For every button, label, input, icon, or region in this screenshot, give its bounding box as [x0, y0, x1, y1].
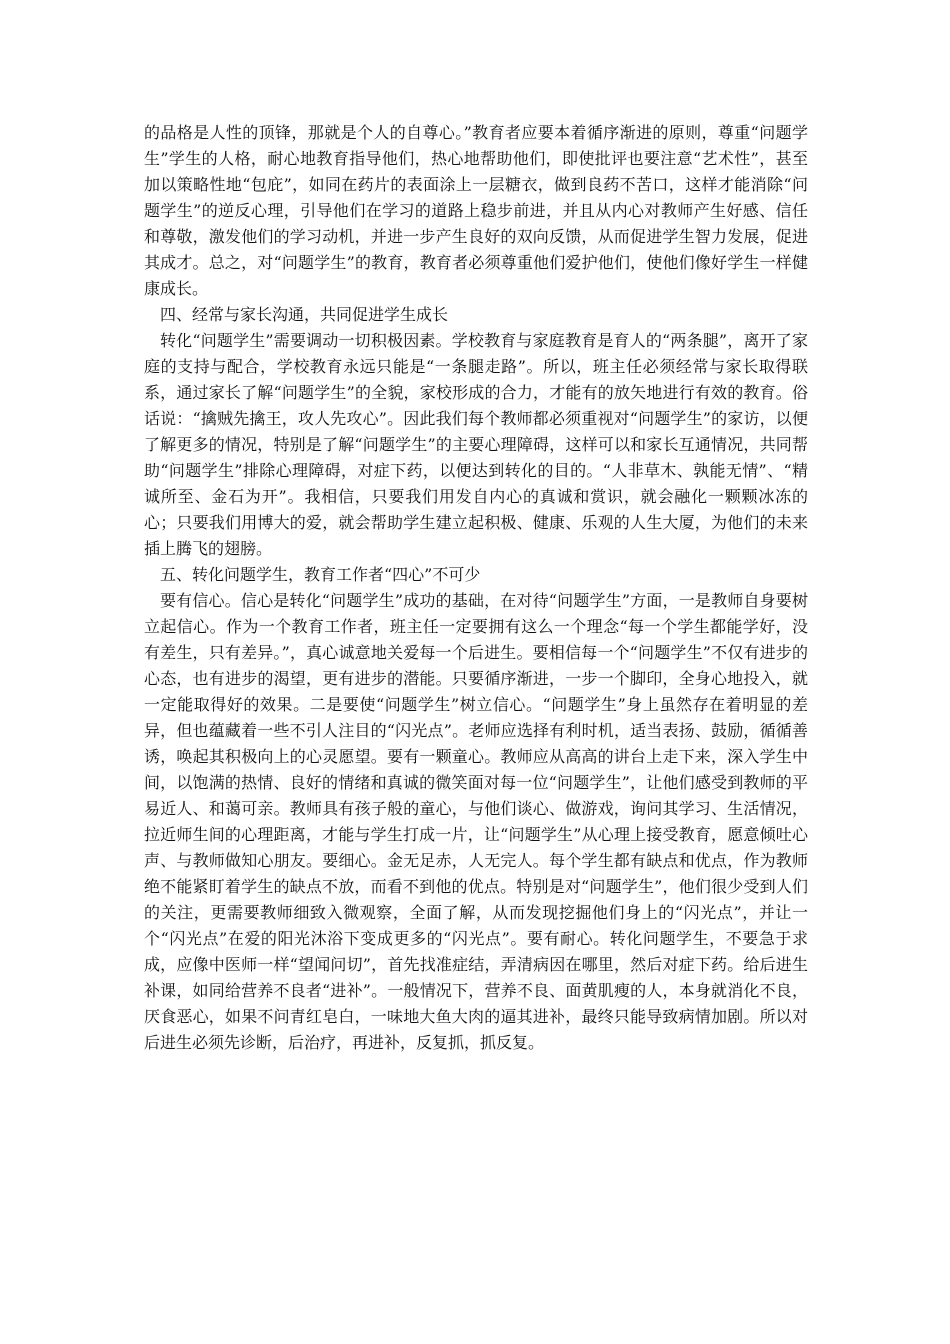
paragraph-intro: 的品格是人性的顶锋，那就是个人的自尊心。”教育者应要本着循序渐进的原则，尊重“问题学生”学生的人格，耐心地教育指导他们，热心地帮助他们，即使批评也要注意“艺术性”，甚至加以策略性地“包庇”，如同在药片的表面涂上一层糖衣，做到良药不苦口，这样才能消除“问题学生”的逆反心理，引导他们在学习的道路上稳步前进，并且从内心对教师产生好感、信任和尊敬，激发他们的学习动机，并进一步产生良好的双向反馈，从而促进学生智力发展，促进其成才。总之，对“问题学生”的教育，教育者必须尊重他们爱护他们，使他们像好学生一样健康成长。	[144, 123, 808, 298]
paragraph-parent-communication: 转化“问题学生”需要调动一切积极因素。学校教育与家庭教育是育人的“两条腿”，离开了家庭的支持与配合，学校教育永远只能是“一条腿走路”。所以，班主任必须经常与家长取得联系，通过家长了解“问题学生”的全貌，家校形成的合力，才能有的放矢地进行有效的教育。俗话说：“擒贼先擒王，攻人先攻心”。因此我们每个教师都必须重视对“问题学生”的家访，以便了解更多的情况，特别是了解“问题学生”的主要心理障碍，这样可以和家长互通情况，共同帮助“问题学生”排除心理障碍，对症下药，以便达到转化的目的。“人非草木、孰能无情”、“精诚所至、金石为开”。我相信，只要我们用发自内心的真诚和赏识，就会融化一颗颗冰冻的心；只要我们用博大的爱，就会帮助学生建立起积极、健康、乐观的人生大厦，为他们的未来插上腾飞的翅膀。	[144, 331, 808, 558]
document-page	[144, 120, 808, 1056]
section-heading-five: 五、转化问题学生，教育工作者“四心”不可少	[160, 565, 481, 584]
section-heading-four: 四、经常与家长沟通，共同促进学生成长	[160, 305, 449, 324]
paragraph-four-hearts: 要有信心。信心是转化“问题学生”成功的基础，在对待“问题学生”方面，一是教师自身要树立起信心。作为一个教育工作者，班主任一定要拥有这么一个理念“每一个学生都能学好，没有差生，只有差异。”，真心诚意地关爱每一个后进生。要相信每一个“问题学生”不仅有进步的心态，也有进步的渴望，更有进步的潜能。只要循序渐进，一步一个脚印，全身心地投入，就一定能取得好的效果。二是要使“问题学生”树立信心。“问题学生”身上虽然存在着明显的差异，但也蕴藏着一些不引人注目的“闪光点”。老师应选择有利时机，适当表扬、鼓励，循循善诱，唤起其积极向上的心灵愿望。要有一颗童心。教师应从高高的讲台上走下来，深入学生中间，以饱满的热情、良好的情绪和真诚的微笑面对每一位“问题学生”，让他们感受到教师的平易近人、和蔼可亲。教师具有孩子般的童心，与他们谈心、做游戏，询问其学习、生活情况，拉近师生间的心理距离，才能与学生打成一片，让“问题学生”从心理上接受教育，愿意倾吐心声、与教师做知心朋友。要细心。金无足赤，人无完人。每个学生都有缺点和优点，作为教师绝不能紧盯着学生的缺点不放，而看不到他的优点。特别是对“问题学生”，他们很少受到人们的关注，更需要教师细致入微观察，全面了解，从而发现挖掘他们身上的“闪光点”，并让一个“闪光点”在爱的阳光沐浴下变成更多的“闪光点”。要有耐心。转化问题学生，不要急于求成，应像中医师一样“望闻问切”，首先找准症结，弄清病因在哪里，然后对症下药。给后进生补课，如同给营养不良者“进补”。一般情况下，营养不良、面黄肌瘦的人，本身就消化不良，厌食恶心，如果不问青红皂白，一味地大鱼大肉的逼其进补，最终只能导致病情加剧。所以对后进生必须先诊断，后治疗，再进补，反复抓，抓反复。	[144, 591, 808, 1052]
